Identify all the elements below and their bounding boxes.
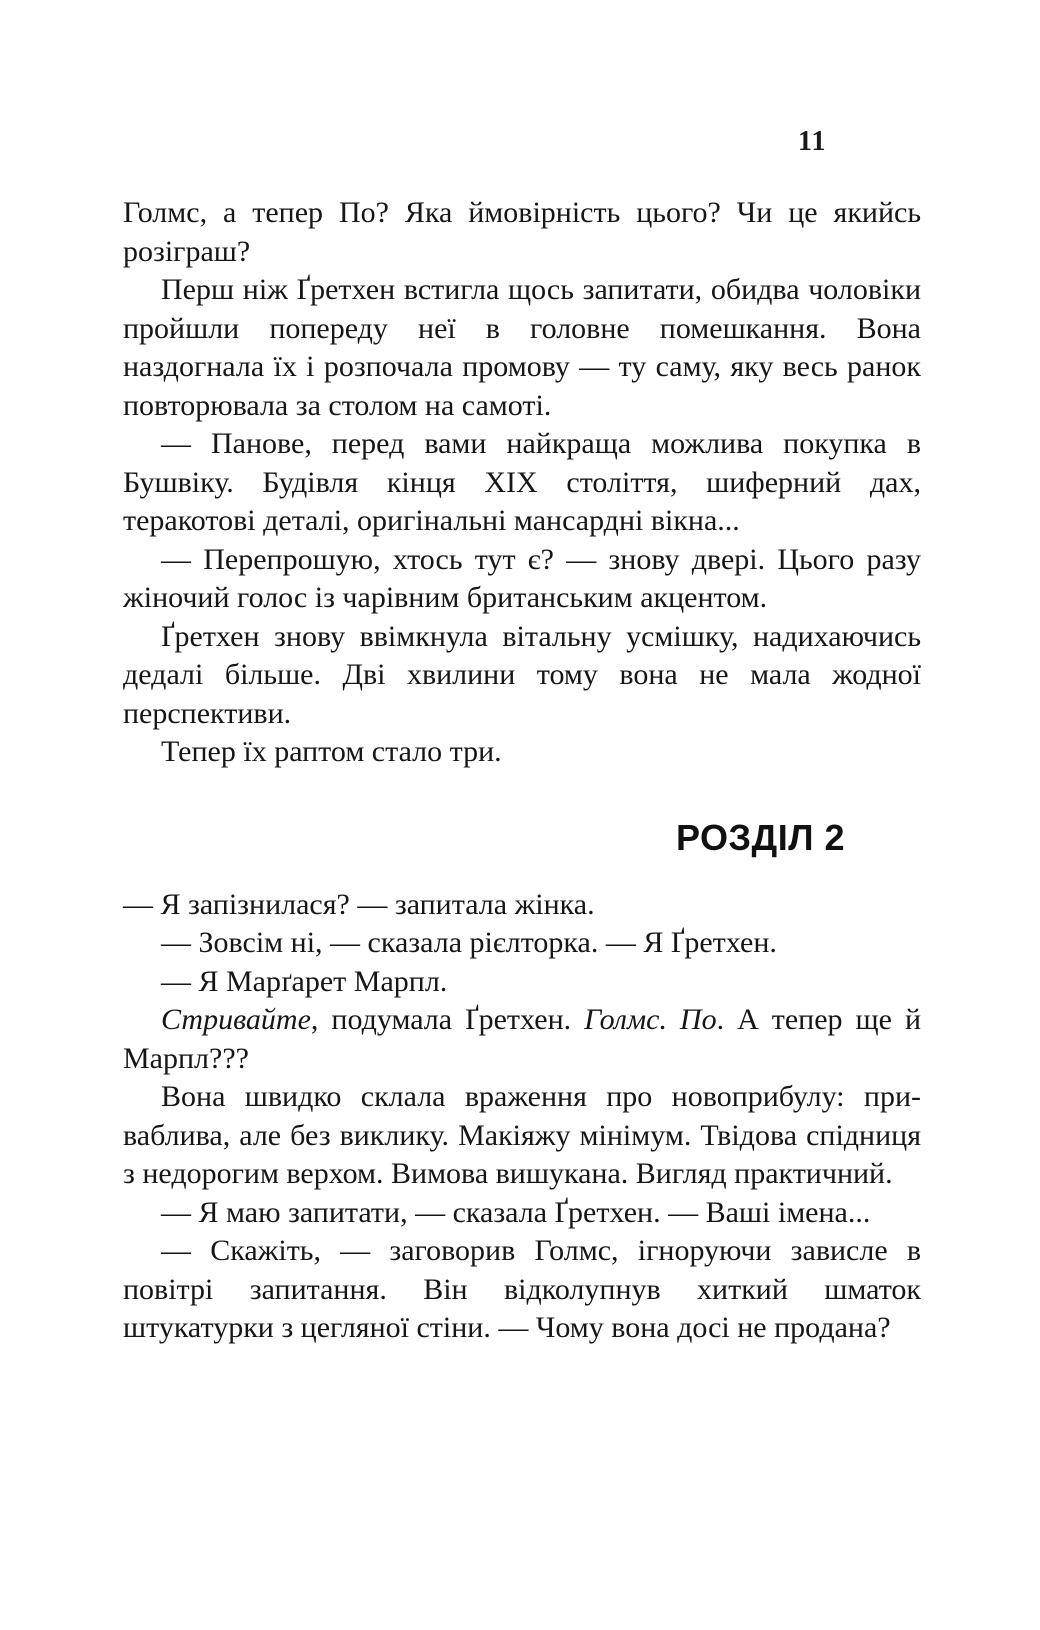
paragraph bbox=[123, 733, 921, 772]
paragraph bbox=[123, 1078, 921, 1194]
text-run: — Панове, перед вами найкраща можлива покупка в Бушвіку. Будівля кінця XIX століття, шиферний дах, теракотові деталі, оригінальні мансардні вікна... bbox=[123, 427, 921, 537]
italic-text: Стривайте bbox=[161, 1003, 311, 1036]
text-run: , подумала Ґретхен. bbox=[310, 1003, 585, 1036]
text-run: Ґретхен знову ввімкнула вітальну усмішку, надихаючись дедалі більше. Дві хвилини тому вона не мала жодної перспективи. bbox=[123, 619, 921, 730]
text-run: — Я Марґарет Марпл. bbox=[161, 964, 448, 998]
text-run: . А тепер ще й Марпл??? bbox=[123, 1003, 921, 1075]
paragraph bbox=[123, 425, 921, 541]
paragraph bbox=[123, 194, 921, 271]
text-run: — Я запізнилася? — запитала жінка. bbox=[123, 887, 595, 921]
paragraph bbox=[123, 963, 921, 1002]
paragraph bbox=[123, 924, 921, 963]
text-run: Вона швидко склала враження про новоприбулу: приваблива, але без виклику. Макіяжу мінімум. Твідова спідниця з недорогим верхом. Вимова вишукана. Вигляд практичний. bbox=[123, 1080, 921, 1190]
paragraph bbox=[123, 1001, 921, 1078]
page-number: 11 bbox=[798, 126, 827, 157]
paragraph bbox=[123, 271, 921, 425]
text-run: — Я маю запитати, — сказала Ґретхен. — Ваші імена... bbox=[161, 1195, 871, 1229]
paragraph bbox=[123, 886, 921, 925]
text-run: Голмс, а тепер По? Яка ймовірність цього? Чи це якийсь розіграш? bbox=[123, 196, 921, 268]
paragraphs-after-heading bbox=[123, 886, 921, 1348]
text-run: — Скажіть, — заговорив Голмс, ігноруючи зависле в повітрі запитання. Він відколупнув хиткий шматок штукатурки з цегляної стіни. — Чому вона досі не продана? bbox=[123, 1234, 921, 1344]
paragraph bbox=[123, 618, 921, 734]
text-run: — Зовсім ні, — сказала рієлторка. — Я Ґретхен. bbox=[161, 926, 777, 959]
text-block bbox=[123, 194, 921, 1348]
chapter-heading: РОЗДІЛ 2 bbox=[675, 816, 845, 858]
paragraph bbox=[123, 1194, 921, 1233]
text-run: Перш ніж Ґретхен встигла щось запитати, обидва чоловіки пройшли попереду неї в головне помешкання. Вона наздогнала їх і розпочала промову — ту саму, яку весь ранок повторювала за столом на самоті. bbox=[123, 273, 921, 422]
paragraphs-before-heading bbox=[123, 194, 921, 772]
text-run: — Перепрошую, хтось тут є? — знову двері. Цього разу жіночий голос із чарівним британським акцентом. bbox=[123, 542, 921, 614]
paragraph bbox=[123, 1232, 921, 1348]
italic-text: Голмс. По bbox=[584, 1003, 717, 1036]
paragraph bbox=[123, 541, 921, 618]
text-run: Тепер їх раптом стало три. bbox=[161, 735, 502, 768]
